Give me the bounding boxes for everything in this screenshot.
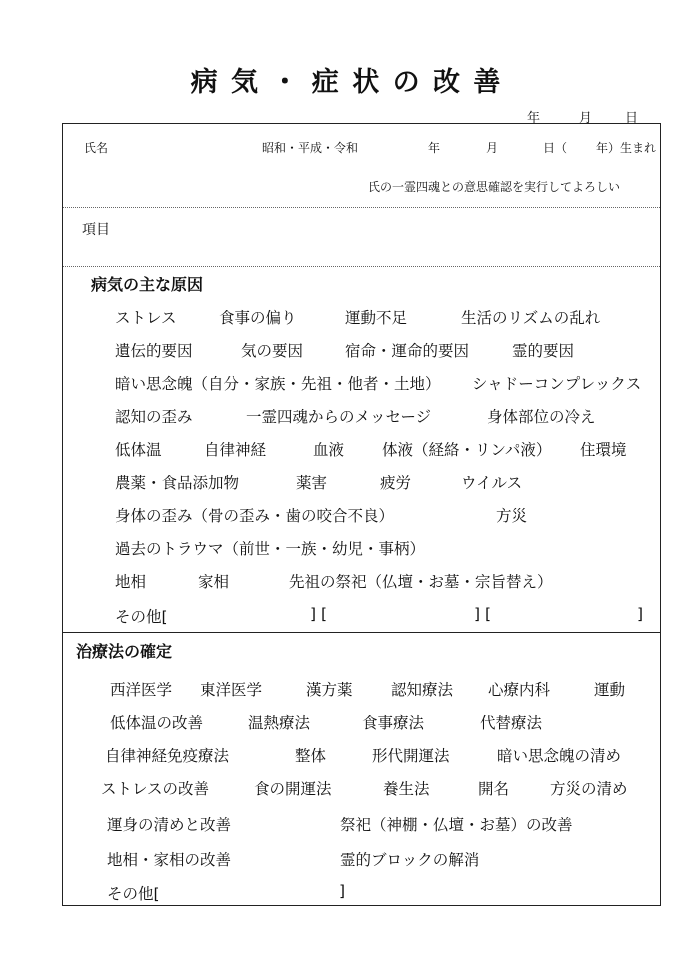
date-year: 年	[527, 111, 541, 126]
treatment-item: 暗い思念魄の清め	[497, 747, 622, 765]
age-label: 年）生まれ	[596, 141, 657, 155]
birth-month-label: 月	[486, 141, 499, 155]
treatment-item: 祭祀（神棚・仏壇・お墓）の改善	[340, 816, 573, 834]
cause-item: 農薬・食品添加物	[115, 474, 240, 492]
treatment-item: 西洋医学	[110, 681, 173, 699]
cause-item: 薬害	[296, 474, 328, 492]
birth-year-label: 年	[428, 141, 441, 155]
cause-item: 疲労	[380, 474, 412, 492]
other-causes-field: ] [	[310, 605, 328, 623]
cause-item: 宿命・運命的要因	[345, 342, 470, 360]
divider-item	[63, 266, 660, 267]
treatment-item: 運動	[594, 681, 626, 699]
cause-item: 自律神経	[204, 441, 267, 459]
cause-item: 血液	[313, 441, 345, 459]
treatment-item: 形代開運法	[372, 747, 450, 765]
consent-text: 氏の一霊四魂との意思確認を実行してよろしい	[368, 180, 621, 194]
treatment-item: ストレスの改善	[101, 780, 210, 798]
other-causes-field: ] [	[474, 605, 492, 623]
cause-item: 体液（経絡・リンパ液）	[382, 441, 552, 459]
cause-item: 低体温	[115, 441, 162, 459]
item-label: 項目	[82, 222, 110, 238]
cause-item: 先祖の祭祀（仏壇・お墓・宗旨替え）	[289, 573, 553, 591]
cause-item: ウイルス	[461, 474, 523, 492]
divider-info	[63, 207, 660, 208]
treatment-item: 地相・家相の改善	[107, 851, 232, 869]
treatment-item: 食事療法	[362, 714, 425, 732]
cause-item: 方災	[496, 507, 528, 525]
date-day: 日	[625, 111, 639, 126]
other-causes-field: その他[	[115, 608, 168, 626]
cause-item: 暗い思念魄（自分・家族・先祖・他者・土地）	[115, 375, 441, 393]
era-label: 昭和・平成・令和	[262, 141, 359, 155]
treatment-item: 温熱療法	[248, 714, 311, 732]
treatment-item: 東洋医学	[200, 681, 263, 699]
cause-item: 身体部位の冷え	[487, 408, 596, 426]
cause-item: 過去のトラウマ（前世・一族・幼児・事柄）	[115, 540, 426, 558]
other-treatment-field: ]	[339, 882, 346, 900]
cause-item: 気の要因	[241, 342, 304, 360]
cause-item: 家相	[198, 573, 230, 591]
treatment-item: 開名	[478, 780, 510, 798]
treatment-item: 心療内科	[488, 681, 551, 699]
cause-item: 食事の偏り	[219, 309, 297, 327]
cause-item: 身体の歪み（骨の歪み・歯の咬合不良）	[115, 507, 395, 525]
treatment-item: 整体	[295, 747, 327, 765]
treatment-item: 認知療法	[391, 681, 454, 699]
divider-section	[63, 632, 660, 633]
other-treatment-field: その他[	[107, 885, 160, 903]
causes-heading: 病気の主な原因	[91, 275, 204, 294]
treatment-item: 代替療法	[480, 714, 543, 732]
birth-day-label: 日（	[543, 141, 568, 155]
cause-item: 生活のリズムの乱れ	[461, 309, 601, 327]
treatment-item: 低体温の改善	[110, 714, 204, 732]
page-title: 病 気 ・ 症 状 の 改 善	[190, 67, 503, 98]
treatment-item: 養生法	[383, 780, 430, 798]
cause-item: 住環境	[580, 441, 627, 459]
cause-item: 運動不足	[345, 309, 408, 327]
treatment-item: 自律神経免疫療法	[105, 747, 230, 765]
treatment-item: 漢方薬	[306, 681, 353, 699]
date-month: 月	[579, 111, 593, 126]
treatment-heading: 治療法の確定	[76, 642, 173, 661]
other-causes-field: ]	[637, 605, 644, 623]
cause-item: シャドーコンプレックス	[472, 375, 642, 393]
treatment-item: 食の開運法	[254, 780, 332, 798]
cause-item: 一霊四魂からのメッセージ	[246, 408, 432, 426]
treatment-item: 霊的ブロックの解消	[340, 851, 480, 869]
cause-item: 遺伝的要因	[115, 342, 193, 360]
cause-item: 地相	[115, 573, 147, 591]
cause-item: 認知の歪み	[115, 408, 193, 426]
treatment-item: 運身の清めと改善	[107, 816, 232, 834]
cause-item: 霊的要因	[512, 342, 575, 360]
name-label: 氏名	[84, 141, 109, 155]
treatment-item: 方災の清め	[550, 780, 628, 798]
cause-item: ストレス	[115, 309, 177, 327]
